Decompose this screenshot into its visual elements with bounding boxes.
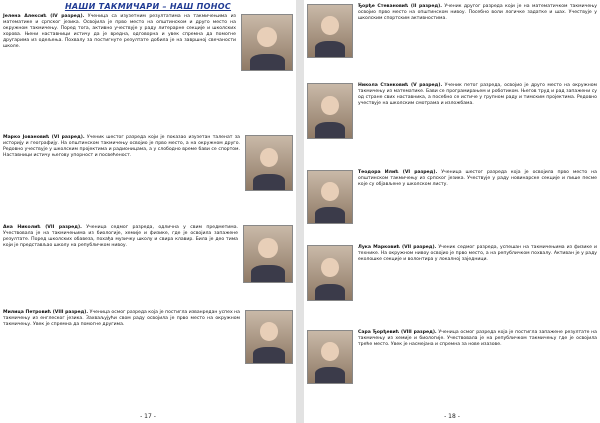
student-entry xyxy=(3,310,293,366)
student-text: Ученица осмог разреда која је постигла запажене резултате на такмичењу из хемије и биологије. Учествовала је на републичком такмичењу где је освојила треће место. Увек је насмејана и спремна за нове изазове. xyxy=(358,330,597,348)
student-entry xyxy=(307,245,597,303)
student-photo xyxy=(307,4,353,58)
student-entry xyxy=(3,225,293,285)
student-photo xyxy=(307,245,353,301)
student-text: Ученик седмог разреда, успешан на такмичењима из физике и технике. На окружном нивоу освојио је прво место, а на републичком похвалу. Активан је у раду еколошке секције и волонтира у локалној заједници. xyxy=(358,245,597,263)
student-entry xyxy=(3,135,293,193)
student-name: Марко Јовановић (VI разред). xyxy=(3,135,85,140)
student-entry xyxy=(307,4,597,60)
student-entry xyxy=(307,330,597,386)
student-photo xyxy=(241,14,293,71)
student-text: Ученица са изузетним резултатима на такмичењима из математике и српског језика. Освојила је прво место на општинском и друго место на окружном такмичењу. Поред тога, активно учествује у раду литерарне секције и школских хорова. Њени наставници истичу да је вредна, одговорна и увек спремна да помогне другарима из одељења. Похвалу за постигнуте резултате добила је на завршној свечаности школе. xyxy=(3,14,236,50)
student-text: Ученица шестог разреда која је освојила прво место на општинском такмичењу из српског језика. Учествује у раду новинарске секције и пише песме које су објављене у школском листу. xyxy=(358,170,597,188)
student-entry xyxy=(307,170,597,226)
student-photo xyxy=(307,330,353,384)
student-name: Милица Петровић (VIII разред). xyxy=(3,310,89,315)
student-name: Јелена Алексић (IV разред). xyxy=(3,14,85,19)
student-text: Ученица осмог разреда која је постигла изванредан успех на такмичењу из енглеског језика. Захваљујући свом раду освојила је прво место на окружном такмичењу. Увек је спремна да помогне другима. xyxy=(3,310,241,328)
student-name: Ђорђе Стевановић (II разред). xyxy=(358,4,442,9)
page-number: - 17 - xyxy=(140,413,156,420)
student-text: Ученица седмог разреда, одлична у свим предметима. Учествовала је на такмичењима из биологије, хемије и физике, где је освојила запажене резултате. Поред школских обавеза, похађа музичку школу и свира клавир. Била је део тима који је представљао школу на републичком нивоу. xyxy=(3,225,238,249)
student-entry xyxy=(307,83,597,141)
student-photo xyxy=(245,310,293,364)
page-gutter xyxy=(296,0,304,423)
student-photo xyxy=(307,170,353,224)
student-name: Теодора Илић (VI разред). xyxy=(358,170,438,175)
student-name: Сара Ђорђевић (VIII разред). xyxy=(358,330,437,335)
student-text: Ученик другог разреда који је на математичком такмичењу освојио прво место на општинском нивоу. Посебно воли логичке задатке и шах. Учествује у школским спортским активностима. xyxy=(358,4,597,22)
page-heading: НАШИ ТАКМИЧАРИ – НАШ ПОНОС xyxy=(64,2,232,11)
student-photo xyxy=(243,225,293,283)
right-page xyxy=(304,0,600,423)
student-entry xyxy=(3,14,293,73)
left-page xyxy=(0,0,296,423)
student-photo xyxy=(245,135,293,191)
student-photo xyxy=(307,83,353,139)
page-number: - 18 - xyxy=(444,413,460,420)
student-text: Ученик шестог разреда који је показао изузетан таленат за историју и географију. На општинском такмичењу освојио је прво место, а на окружном друго. Редовно учествује у школским пројектима и радионицама, а у слободно време бави се спортом. Наставници истичу његову упорност и посвећеност. xyxy=(3,135,240,159)
student-name: Лука Марковић (VII разред). xyxy=(358,245,437,250)
student-name: Ана Николић (VII разред). xyxy=(3,225,82,230)
student-name: Никола Станковић (V разред). xyxy=(358,83,443,88)
student-text: Ученик петог разреда, освојио је друго место на окружном такмичењу из математике. Бави се програмирањем и роботиком. Његов труд и рад запажени су од стране свих наставника, а посебно се истиче у групном раду и тимским пројектима. Редовно учествује на школским смотрама и изложбама. xyxy=(358,83,597,107)
